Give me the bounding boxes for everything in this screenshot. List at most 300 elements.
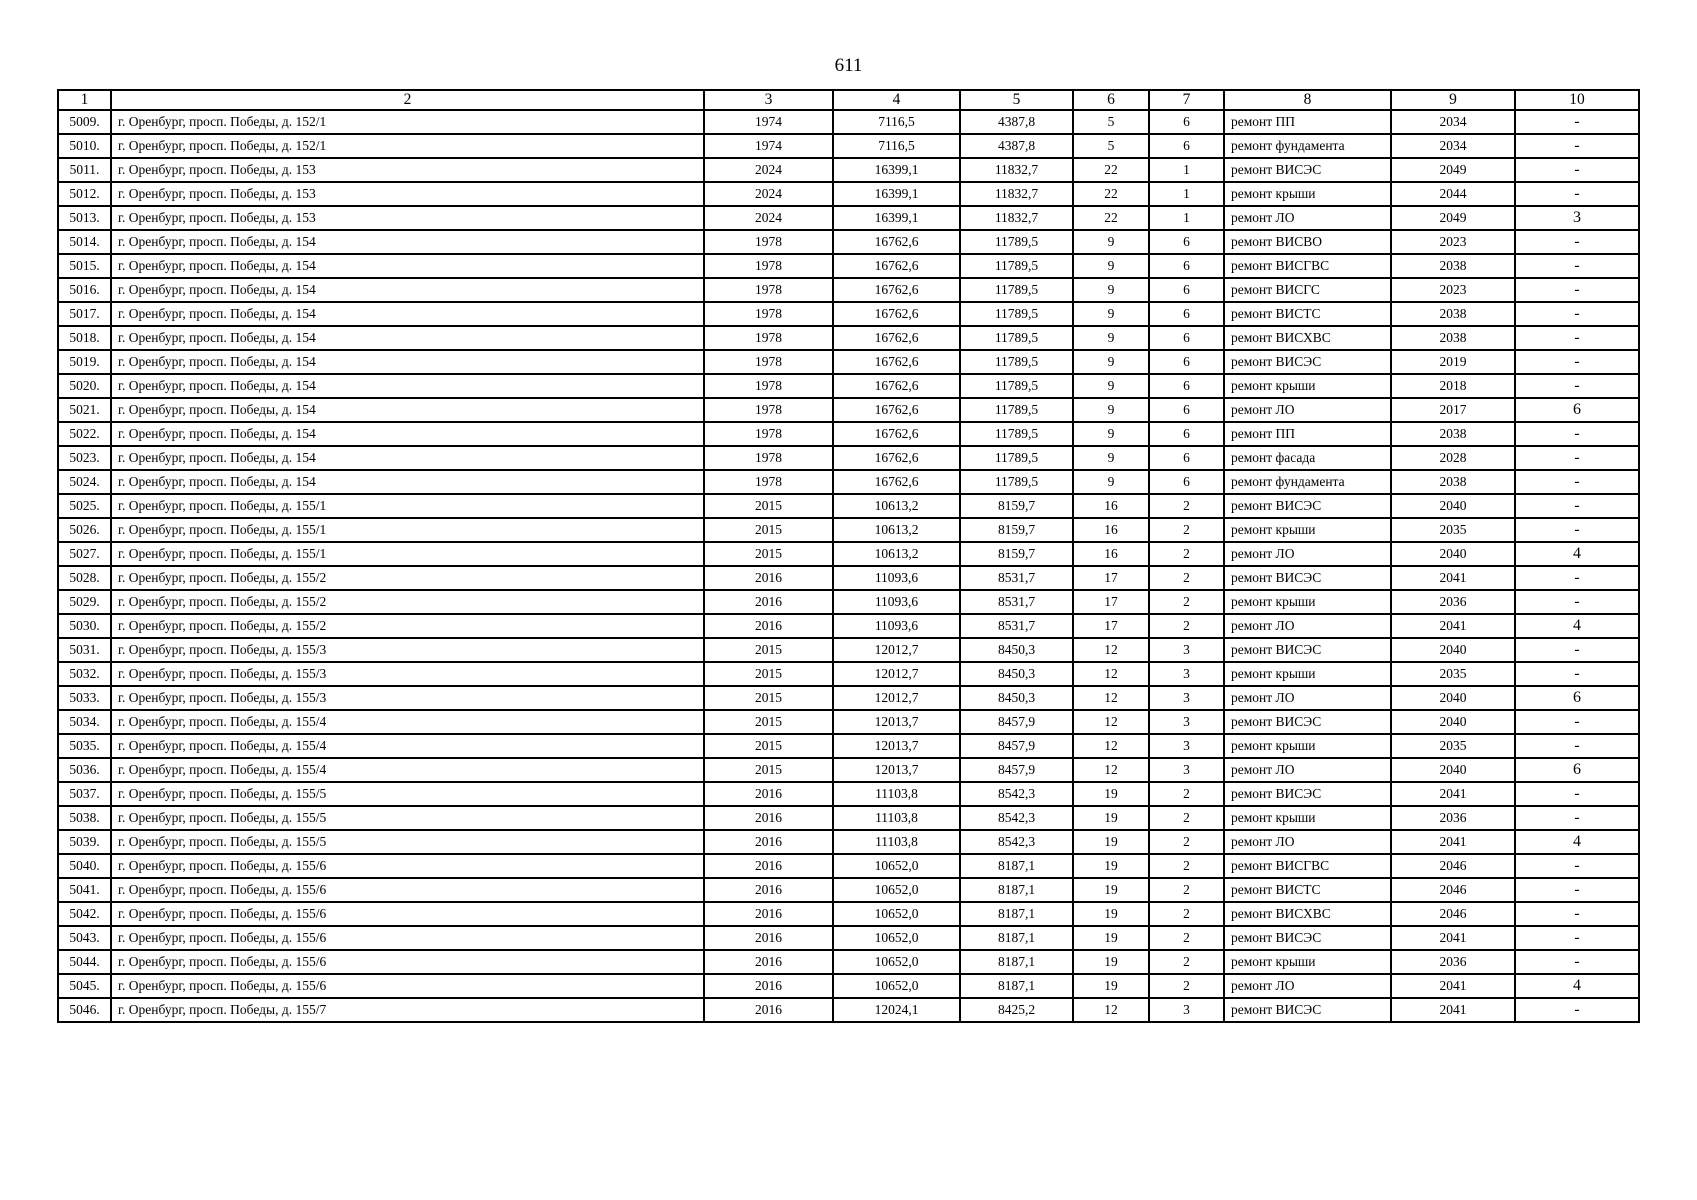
address-cell: г. Оренбург, просп. Победы, д. 155/4	[111, 734, 704, 758]
living-area-cell: 11832,7	[960, 158, 1073, 182]
total-area-cell: 10652,0	[833, 878, 960, 902]
table-row	[58, 542, 1639, 566]
work-type-cell: ремонт фасада	[1224, 446, 1391, 470]
work-type-cell: ремонт ЛО	[1224, 206, 1391, 230]
note-cell: -	[1515, 878, 1639, 902]
row-number-cell: 5011.	[58, 158, 111, 182]
column-header: 8	[1224, 90, 1391, 110]
total-area-cell: 16762,6	[833, 422, 960, 446]
type-cell: 2	[1149, 878, 1224, 902]
row-number-cell: 5043.	[58, 926, 111, 950]
planned-year-cell: 2049	[1391, 158, 1515, 182]
planned-year-cell: 2038	[1391, 422, 1515, 446]
floors-cell: 16	[1073, 494, 1149, 518]
column-header: 2	[111, 90, 704, 110]
type-cell: 6	[1149, 422, 1224, 446]
floors-cell: 16	[1073, 518, 1149, 542]
note-cell: -	[1515, 278, 1639, 302]
total-area-cell: 12013,7	[833, 734, 960, 758]
total-area-cell: 16762,6	[833, 326, 960, 350]
work-type-cell: ремонт крыши	[1224, 590, 1391, 614]
note-cell: 6	[1515, 398, 1639, 422]
table-row	[58, 686, 1639, 710]
row-number-cell: 5020.	[58, 374, 111, 398]
living-area-cell: 8457,9	[960, 734, 1073, 758]
address-cell: г. Оренбург, просп. Победы, д. 155/5	[111, 806, 704, 830]
year-built-cell: 2015	[704, 494, 833, 518]
note-cell: -	[1515, 422, 1639, 446]
total-area-cell: 11103,8	[833, 830, 960, 854]
note-cell: -	[1515, 302, 1639, 326]
row-number-cell: 5027.	[58, 542, 111, 566]
column-header: 1	[58, 90, 111, 110]
type-cell: 2	[1149, 926, 1224, 950]
address-cell: г. Оренбург, просп. Победы, д. 155/6	[111, 950, 704, 974]
table-row	[58, 374, 1639, 398]
year-built-cell: 1978	[704, 374, 833, 398]
row-number-cell: 5039.	[58, 830, 111, 854]
table-row	[58, 470, 1639, 494]
work-type-cell: ремонт ЛО	[1224, 686, 1391, 710]
type-cell: 2	[1149, 566, 1224, 590]
floors-cell: 19	[1073, 806, 1149, 830]
note-cell: -	[1515, 158, 1639, 182]
row-number-cell: 5028.	[58, 566, 111, 590]
row-number-cell: 5037.	[58, 782, 111, 806]
planned-year-cell: 2038	[1391, 470, 1515, 494]
type-cell: 6	[1149, 254, 1224, 278]
work-type-cell: ремонт ПП	[1224, 422, 1391, 446]
total-area-cell: 10613,2	[833, 518, 960, 542]
planned-year-cell: 2040	[1391, 542, 1515, 566]
living-area-cell: 8187,1	[960, 974, 1073, 998]
living-area-cell: 8159,7	[960, 542, 1073, 566]
address-cell: г. Оренбург, просп. Победы, д. 154	[111, 278, 704, 302]
year-built-cell: 2015	[704, 758, 833, 782]
type-cell: 6	[1149, 302, 1224, 326]
floors-cell: 19	[1073, 878, 1149, 902]
floors-cell: 9	[1073, 230, 1149, 254]
planned-year-cell: 2041	[1391, 566, 1515, 590]
type-cell: 6	[1149, 326, 1224, 350]
year-built-cell: 1978	[704, 350, 833, 374]
year-built-cell: 2015	[704, 662, 833, 686]
table-row	[58, 926, 1639, 950]
total-area-cell: 12013,7	[833, 710, 960, 734]
floors-cell: 9	[1073, 350, 1149, 374]
row-number-cell: 5021.	[58, 398, 111, 422]
total-area-cell: 16762,6	[833, 230, 960, 254]
year-built-cell: 2016	[704, 566, 833, 590]
row-number-cell: 5010.	[58, 134, 111, 158]
work-type-cell: ремонт ВИСГВС	[1224, 254, 1391, 278]
type-cell: 3	[1149, 758, 1224, 782]
address-cell: г. Оренбург, просп. Победы, д. 155/5	[111, 830, 704, 854]
type-cell: 2	[1149, 806, 1224, 830]
type-cell: 2	[1149, 542, 1224, 566]
year-built-cell: 2016	[704, 902, 833, 926]
total-area-cell: 12012,7	[833, 686, 960, 710]
work-type-cell: ремонт ЛО	[1224, 830, 1391, 854]
address-cell: г. Оренбург, просп. Победы, д. 155/3	[111, 638, 704, 662]
total-area-cell: 16762,6	[833, 278, 960, 302]
row-number-cell: 5023.	[58, 446, 111, 470]
total-area-cell: 10652,0	[833, 950, 960, 974]
year-built-cell: 2015	[704, 734, 833, 758]
planned-year-cell: 2049	[1391, 206, 1515, 230]
total-area-cell: 11103,8	[833, 806, 960, 830]
planned-year-cell: 2038	[1391, 302, 1515, 326]
type-cell: 2	[1149, 902, 1224, 926]
living-area-cell: 8457,9	[960, 758, 1073, 782]
year-built-cell: 1978	[704, 422, 833, 446]
type-cell: 6	[1149, 110, 1224, 134]
floors-cell: 9	[1073, 398, 1149, 422]
row-number-cell: 5044.	[58, 950, 111, 974]
year-built-cell: 2016	[704, 998, 833, 1022]
repair-schedule-table	[57, 89, 1640, 1023]
year-built-cell: 2016	[704, 878, 833, 902]
living-area-cell: 11789,5	[960, 350, 1073, 374]
year-built-cell: 2015	[704, 542, 833, 566]
column-header: 3	[704, 90, 833, 110]
total-area-cell: 10652,0	[833, 854, 960, 878]
address-cell: г. Оренбург, просп. Победы, д. 153	[111, 206, 704, 230]
work-type-cell: ремонт ВИСЭС	[1224, 998, 1391, 1022]
year-built-cell: 1978	[704, 230, 833, 254]
floors-cell: 22	[1073, 206, 1149, 230]
table-row	[58, 278, 1639, 302]
column-header: 6	[1073, 90, 1149, 110]
floors-cell: 9	[1073, 374, 1149, 398]
note-cell: 6	[1515, 758, 1639, 782]
planned-year-cell: 2046	[1391, 854, 1515, 878]
floors-cell: 12	[1073, 998, 1149, 1022]
year-built-cell: 1978	[704, 326, 833, 350]
planned-year-cell: 2018	[1391, 374, 1515, 398]
living-area-cell: 11789,5	[960, 278, 1073, 302]
table-row	[58, 662, 1639, 686]
type-cell: 3	[1149, 686, 1224, 710]
note-cell: -	[1515, 710, 1639, 734]
planned-year-cell: 2046	[1391, 878, 1515, 902]
table-row	[58, 758, 1639, 782]
table-row	[58, 782, 1639, 806]
living-area-cell: 8531,7	[960, 566, 1073, 590]
address-cell: г. Оренбург, просп. Победы, д. 155/4	[111, 710, 704, 734]
year-built-cell: 2024	[704, 158, 833, 182]
row-number-cell: 5029.	[58, 590, 111, 614]
note-cell: -	[1515, 950, 1639, 974]
floors-cell: 9	[1073, 254, 1149, 278]
work-type-cell: ремонт ВИСЭС	[1224, 638, 1391, 662]
row-number-cell: 5040.	[58, 854, 111, 878]
work-type-cell: ремонт крыши	[1224, 518, 1391, 542]
note-cell: -	[1515, 230, 1639, 254]
floors-cell: 19	[1073, 902, 1149, 926]
note-cell: -	[1515, 998, 1639, 1022]
total-area-cell: 16762,6	[833, 254, 960, 278]
note-cell: -	[1515, 566, 1639, 590]
note-cell: 4	[1515, 614, 1639, 638]
address-cell: г. Оренбург, просп. Победы, д. 154	[111, 422, 704, 446]
total-area-cell: 10613,2	[833, 494, 960, 518]
row-number-cell: 5032.	[58, 662, 111, 686]
address-cell: г. Оренбург, просп. Победы, д. 154	[111, 254, 704, 278]
work-type-cell: ремонт крыши	[1224, 182, 1391, 206]
planned-year-cell: 2036	[1391, 590, 1515, 614]
planned-year-cell: 2035	[1391, 518, 1515, 542]
year-built-cell: 1978	[704, 446, 833, 470]
row-number-cell: 5024.	[58, 470, 111, 494]
address-cell: г. Оренбург, просп. Победы, д. 154	[111, 470, 704, 494]
floors-cell: 19	[1073, 950, 1149, 974]
total-area-cell: 7116,5	[833, 134, 960, 158]
row-number-cell: 5035.	[58, 734, 111, 758]
year-built-cell: 2015	[704, 686, 833, 710]
work-type-cell: ремонт ВИСЭС	[1224, 158, 1391, 182]
floors-cell: 22	[1073, 182, 1149, 206]
living-area-cell: 11789,5	[960, 470, 1073, 494]
table-row	[58, 206, 1639, 230]
row-number-cell: 5046.	[58, 998, 111, 1022]
row-number-cell: 5009.	[58, 110, 111, 134]
living-area-cell: 11789,5	[960, 374, 1073, 398]
note-cell: 3	[1515, 206, 1639, 230]
living-area-cell: 8531,7	[960, 590, 1073, 614]
year-built-cell: 2016	[704, 854, 833, 878]
work-type-cell: ремонт ВИСГС	[1224, 278, 1391, 302]
year-built-cell: 2015	[704, 518, 833, 542]
living-area-cell: 8450,3	[960, 638, 1073, 662]
total-area-cell: 16399,1	[833, 158, 960, 182]
table-row	[58, 302, 1639, 326]
note-cell: 4	[1515, 542, 1639, 566]
planned-year-cell: 2036	[1391, 806, 1515, 830]
total-area-cell: 16762,6	[833, 470, 960, 494]
column-header: 4	[833, 90, 960, 110]
work-type-cell: ремонт ЛО	[1224, 542, 1391, 566]
type-cell: 6	[1149, 230, 1224, 254]
year-built-cell: 2016	[704, 974, 833, 998]
note-cell: -	[1515, 518, 1639, 542]
note-cell: -	[1515, 902, 1639, 926]
total-area-cell: 16762,6	[833, 302, 960, 326]
type-cell: 2	[1149, 518, 1224, 542]
total-area-cell: 16399,1	[833, 206, 960, 230]
note-cell: 4	[1515, 830, 1639, 854]
floors-cell: 9	[1073, 446, 1149, 470]
address-cell: г. Оренбург, просп. Победы, д. 155/2	[111, 566, 704, 590]
living-area-cell: 8450,3	[960, 662, 1073, 686]
work-type-cell: ремонт крыши	[1224, 734, 1391, 758]
living-area-cell: 8542,3	[960, 830, 1073, 854]
row-number-cell: 5012.	[58, 182, 111, 206]
table-row	[58, 638, 1639, 662]
living-area-cell: 11789,5	[960, 398, 1073, 422]
note-cell: -	[1515, 182, 1639, 206]
work-type-cell: ремонт ВИСВО	[1224, 230, 1391, 254]
address-cell: г. Оренбург, просп. Победы, д. 152/1	[111, 134, 704, 158]
planned-year-cell: 2023	[1391, 230, 1515, 254]
table-row	[58, 806, 1639, 830]
row-number-cell: 5041.	[58, 878, 111, 902]
table-row	[58, 398, 1639, 422]
work-type-cell: ремонт ВИСТС	[1224, 878, 1391, 902]
planned-year-cell: 2044	[1391, 182, 1515, 206]
living-area-cell: 8187,1	[960, 950, 1073, 974]
table-row	[58, 134, 1639, 158]
note-cell: -	[1515, 374, 1639, 398]
type-cell: 3	[1149, 710, 1224, 734]
year-built-cell: 1978	[704, 470, 833, 494]
total-area-cell: 12012,7	[833, 662, 960, 686]
work-type-cell: ремонт ЛО	[1224, 398, 1391, 422]
table-row	[58, 350, 1639, 374]
row-number-cell: 5036.	[58, 758, 111, 782]
row-number-cell: 5015.	[58, 254, 111, 278]
planned-year-cell: 2038	[1391, 254, 1515, 278]
type-cell: 3	[1149, 734, 1224, 758]
table-row	[58, 614, 1639, 638]
note-cell: -	[1515, 662, 1639, 686]
type-cell: 2	[1149, 854, 1224, 878]
total-area-cell: 10613,2	[833, 542, 960, 566]
year-built-cell: 2024	[704, 182, 833, 206]
work-type-cell: ремонт ВИСТС	[1224, 302, 1391, 326]
living-area-cell: 4387,8	[960, 110, 1073, 134]
floors-cell: 19	[1073, 830, 1149, 854]
work-type-cell: ремонт ВИСЭС	[1224, 566, 1391, 590]
planned-year-cell: 2023	[1391, 278, 1515, 302]
planned-year-cell: 2017	[1391, 398, 1515, 422]
address-cell: г. Оренбург, просп. Победы, д. 155/3	[111, 662, 704, 686]
note-cell: -	[1515, 638, 1639, 662]
address-cell: г. Оренбург, просп. Победы, д. 155/2	[111, 614, 704, 638]
floors-cell: 5	[1073, 110, 1149, 134]
floors-cell: 19	[1073, 926, 1149, 950]
floors-cell: 5	[1073, 134, 1149, 158]
table-row	[58, 518, 1639, 542]
address-cell: г. Оренбург, просп. Победы, д. 155/6	[111, 926, 704, 950]
address-cell: г. Оренбург, просп. Победы, д. 155/2	[111, 590, 704, 614]
living-area-cell: 11789,5	[960, 446, 1073, 470]
living-area-cell: 8542,3	[960, 782, 1073, 806]
work-type-cell: ремонт фундамента	[1224, 134, 1391, 158]
planned-year-cell: 2040	[1391, 494, 1515, 518]
year-built-cell: 1974	[704, 110, 833, 134]
year-built-cell: 2016	[704, 614, 833, 638]
column-header: 10	[1515, 90, 1639, 110]
floors-cell: 12	[1073, 734, 1149, 758]
living-area-cell: 11789,5	[960, 422, 1073, 446]
note-cell: 6	[1515, 686, 1639, 710]
year-built-cell: 1978	[704, 302, 833, 326]
type-cell: 6	[1149, 470, 1224, 494]
table-row	[58, 422, 1639, 446]
work-type-cell: ремонт ВИСХВС	[1224, 902, 1391, 926]
table-row	[58, 950, 1639, 974]
row-number-cell: 5038.	[58, 806, 111, 830]
table-row	[58, 734, 1639, 758]
floors-cell: 12	[1073, 710, 1149, 734]
note-cell: -	[1515, 854, 1639, 878]
living-area-cell: 11832,7	[960, 206, 1073, 230]
row-number-cell: 5033.	[58, 686, 111, 710]
table-row	[58, 446, 1639, 470]
planned-year-cell: 2038	[1391, 326, 1515, 350]
table-row	[58, 902, 1639, 926]
type-cell: 2	[1149, 974, 1224, 998]
table-row	[58, 710, 1639, 734]
floors-cell: 12	[1073, 638, 1149, 662]
type-cell: 3	[1149, 638, 1224, 662]
note-cell: -	[1515, 806, 1639, 830]
floors-cell: 19	[1073, 854, 1149, 878]
year-built-cell: 2016	[704, 782, 833, 806]
floors-cell: 19	[1073, 974, 1149, 998]
total-area-cell: 10652,0	[833, 902, 960, 926]
total-area-cell: 16762,6	[833, 446, 960, 470]
address-cell: г. Оренбург, просп. Победы, д. 152/1	[111, 110, 704, 134]
work-type-cell: ремонт ВИСХВС	[1224, 326, 1391, 350]
table-row	[58, 878, 1639, 902]
address-cell: г. Оренбург, просп. Победы, д. 155/6	[111, 974, 704, 998]
row-number-cell: 5013.	[58, 206, 111, 230]
floors-cell: 12	[1073, 662, 1149, 686]
year-built-cell: 2024	[704, 206, 833, 230]
type-cell: 3	[1149, 998, 1224, 1022]
floors-cell: 17	[1073, 566, 1149, 590]
table-row	[58, 830, 1639, 854]
living-area-cell: 8457,9	[960, 710, 1073, 734]
column-header: 5	[960, 90, 1073, 110]
table-row	[58, 494, 1639, 518]
year-built-cell: 2016	[704, 590, 833, 614]
address-cell: г. Оренбург, просп. Победы, д. 154	[111, 446, 704, 470]
address-cell: г. Оренбург, просп. Победы, д. 155/4	[111, 758, 704, 782]
year-built-cell: 1978	[704, 278, 833, 302]
living-area-cell: 11789,5	[960, 326, 1073, 350]
table-row	[58, 110, 1639, 134]
year-built-cell: 1978	[704, 254, 833, 278]
row-number-cell: 5034.	[58, 710, 111, 734]
address-cell: г. Оренбург, просп. Победы, д. 155/3	[111, 686, 704, 710]
planned-year-cell: 2040	[1391, 758, 1515, 782]
address-cell: г. Оренбург, просп. Победы, д. 155/5	[111, 782, 704, 806]
total-area-cell: 11093,6	[833, 614, 960, 638]
address-cell: г. Оренбург, просп. Победы, д. 154	[111, 230, 704, 254]
row-number-cell: 5022.	[58, 422, 111, 446]
table-row	[58, 974, 1639, 998]
address-cell: г. Оренбург, просп. Победы, д. 155/7	[111, 998, 704, 1022]
note-cell: -	[1515, 350, 1639, 374]
type-cell: 6	[1149, 374, 1224, 398]
table-row	[58, 182, 1639, 206]
planned-year-cell: 2041	[1391, 614, 1515, 638]
floors-cell: 16	[1073, 542, 1149, 566]
planned-year-cell: 2040	[1391, 686, 1515, 710]
work-type-cell: ремонт ЛО	[1224, 614, 1391, 638]
living-area-cell: 8187,1	[960, 902, 1073, 926]
note-cell: -	[1515, 470, 1639, 494]
address-cell: г. Оренбург, просп. Победы, д. 153	[111, 158, 704, 182]
note-cell: -	[1515, 254, 1639, 278]
planned-year-cell: 2040	[1391, 710, 1515, 734]
address-cell: г. Оренбург, просп. Победы, д. 154	[111, 350, 704, 374]
table-row	[58, 158, 1639, 182]
floors-cell: 12	[1073, 758, 1149, 782]
